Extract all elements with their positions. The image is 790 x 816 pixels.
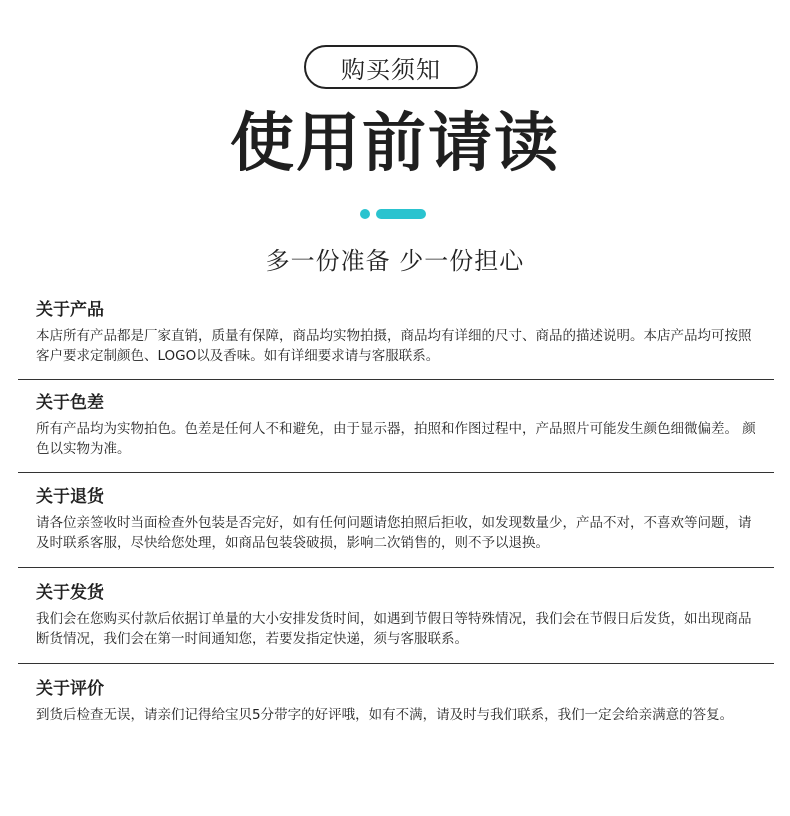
section-body: 请各位亲签收时当面检查外包装是否完好，如有任何问题请您拍照后拒收，如发现数量少，产品不对，不喜欢等问题，请及时联系客服，尽快给您处理，如商品包装袋破损，影响二次销售的，则不予以退换。: [36, 515, 752, 551]
section-product: [36, 298, 756, 366]
section-body: 所有产品均为实物拍色。色差是任何人不和避免，由于显示器，拍照和作图过程中，产品照片可能发生颜色细微偏差。 颜色以实物为准。: [36, 421, 756, 457]
section-heading: 关于色差: [36, 393, 104, 413]
section-heading: 关于退货: [36, 487, 104, 507]
section-divider: [18, 663, 774, 664]
section-divider: [18, 472, 774, 473]
section-heading: 关于评价: [36, 679, 104, 699]
section-divider: [18, 567, 774, 568]
page-title: 使用前请读: [230, 107, 560, 181]
section-body: 到货后检查无误，请亲们记得给宝贝5分带字的好评哦，如有不满，请及时与我们联系，我们一定会给亲满意的答复。: [36, 707, 734, 723]
section-reviews: [36, 677, 756, 725]
accent-bar: [376, 209, 426, 219]
pill-text: 购买须知: [341, 55, 441, 84]
section-shipping: [36, 581, 756, 649]
section-body: 本店所有产品都是厂家直销，质量有保障，商品均实物拍摄，商品均有详细的尺寸、商品的描述说明。本店产品均可按照客户要求定制颜色、LOGO以及香味。如有详细要求请与客服联系。: [36, 328, 752, 364]
section-heading: 关于产品: [36, 300, 104, 320]
accent-dot: [360, 209, 370, 219]
section-returns: [36, 485, 756, 553]
section-heading: 关于发货: [36, 583, 104, 603]
section-body: 我们会在您购买付款后依据订单量的大小安排发货时间，如遇到节假日等特殊情况，我们会在节假日后发货，如出现商品断货情况，我们会在第一时间通知您，若要发指定快递，须与客服联系。: [36, 611, 752, 647]
page-subtitle: 多一份准备 少一份担心: [265, 247, 525, 275]
section-divider: [18, 379, 774, 380]
section-color-difference: [36, 391, 756, 459]
notice-pill-label: [304, 45, 478, 89]
